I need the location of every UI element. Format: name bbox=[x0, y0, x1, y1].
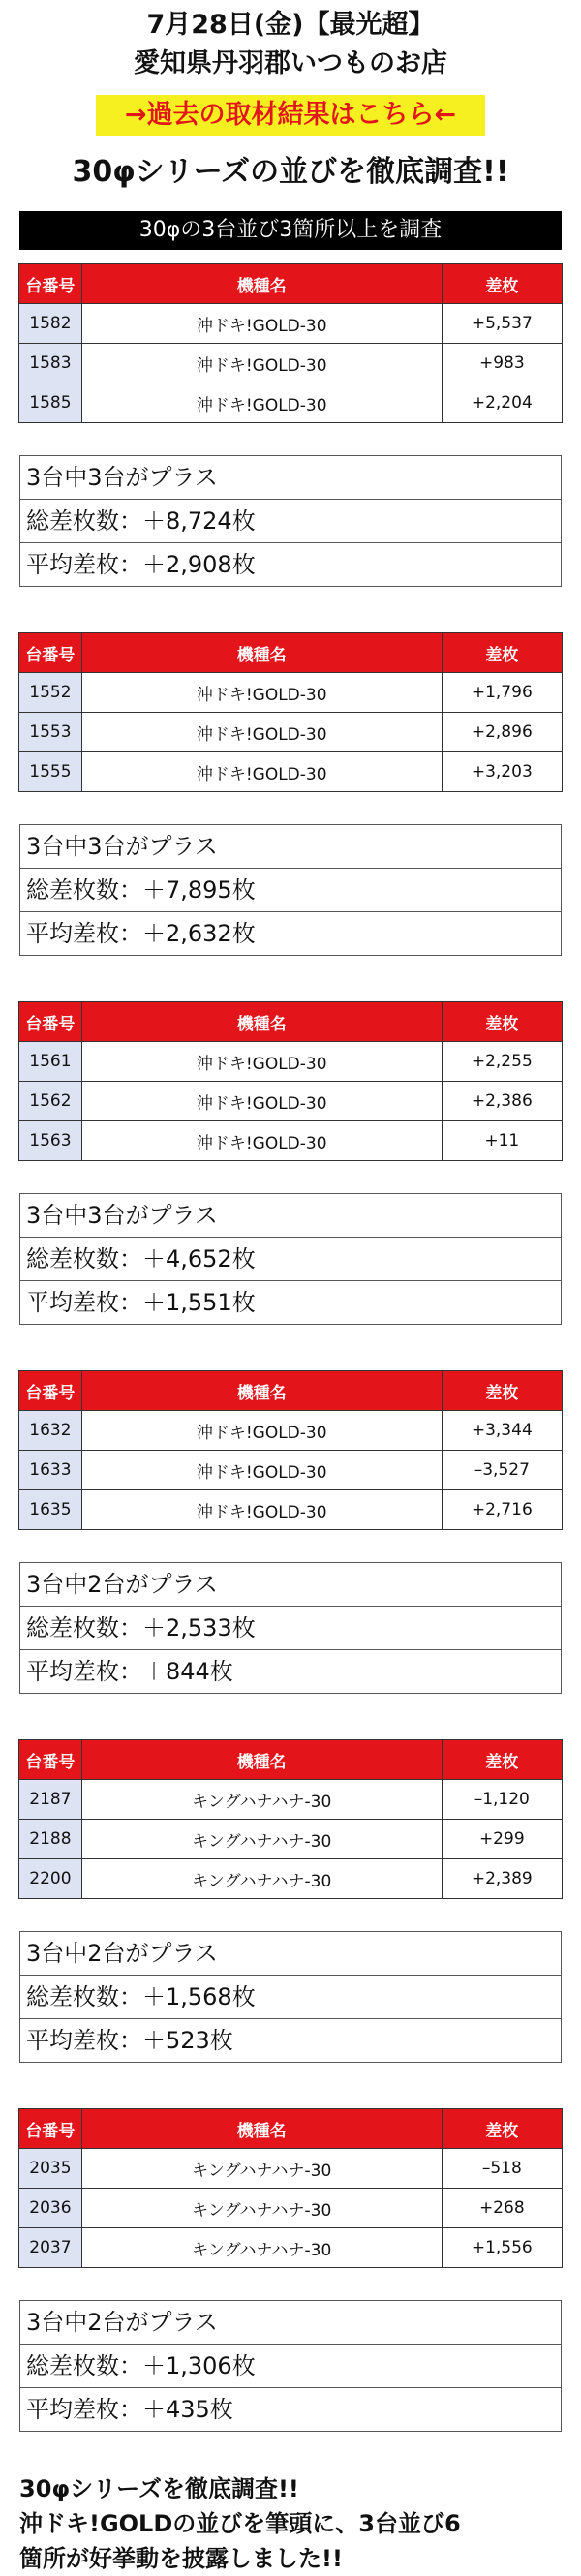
header-difference: 差枚 bbox=[442, 2109, 562, 2149]
result-group bbox=[0, 2108, 581, 2432]
table-body bbox=[19, 2149, 563, 2268]
difference-value: +2,255 bbox=[442, 1042, 562, 1082]
summary-plus-count: 3台中2台がプラス bbox=[26, 2309, 218, 2336]
table-header bbox=[19, 2109, 563, 2149]
header-machine-name: 機種名 bbox=[81, 1740, 442, 1780]
machine-number: 1633 bbox=[19, 1451, 82, 1490]
machine-name: キングハナハナ-30 bbox=[81, 2149, 442, 2189]
summary-box bbox=[19, 2300, 562, 2432]
header-machine-name: 機種名 bbox=[81, 1002, 442, 1042]
result-group bbox=[0, 263, 581, 587]
table-row bbox=[19, 2189, 563, 2228]
footer-line-3: 箇所が好挙動を披露しました!! bbox=[19, 2545, 343, 2572]
table-row bbox=[19, 713, 563, 752]
difference-value: +2,204 bbox=[442, 383, 562, 423]
summary-total: 総差枚数：＋4,652枚 bbox=[20, 1237, 561, 1280]
machine-number: 1583 bbox=[19, 344, 82, 383]
machine-name: 沖ドキ!GOLD-30 bbox=[81, 713, 442, 752]
machine-name: 沖ドキ!GOLD-30 bbox=[81, 1490, 442, 1530]
past-results-link[interactable]: →過去の取材結果はこちら← bbox=[96, 95, 485, 136]
difference-value: +2,716 bbox=[442, 1490, 562, 1530]
machine-name: 沖ドキ!GOLD-30 bbox=[81, 1121, 442, 1161]
table-header-row bbox=[19, 1371, 563, 1411]
machine-name: キングハナハナ-30 bbox=[81, 1820, 442, 1859]
machine-name: 沖ドキ!GOLD-30 bbox=[81, 1082, 442, 1121]
table-row bbox=[19, 1820, 563, 1859]
difference-value: +983 bbox=[442, 344, 562, 383]
summary-box bbox=[19, 1931, 562, 2063]
header-machine-name: 機種名 bbox=[81, 633, 442, 673]
machine-number: 1552 bbox=[19, 673, 82, 713]
difference-value: +2,896 bbox=[442, 713, 562, 752]
difference-value: +11 bbox=[442, 1121, 562, 1161]
summary-total: 総差枚数：＋8,724枚 bbox=[20, 499, 561, 542]
machine-number: 2187 bbox=[19, 1780, 82, 1820]
table-row bbox=[19, 1490, 563, 1530]
summary-total: 総差枚数：＋2,533枚 bbox=[20, 1606, 561, 1649]
machine-name: 沖ドキ!GOLD-30 bbox=[81, 1451, 442, 1490]
machine-name: 沖ドキ!GOLD-30 bbox=[81, 344, 442, 383]
difference-value: +3,203 bbox=[442, 752, 562, 792]
table-row bbox=[19, 1121, 563, 1161]
table-header-row bbox=[19, 1002, 563, 1042]
machine-name: 沖ドキ!GOLD-30 bbox=[81, 383, 442, 423]
table-row bbox=[19, 383, 563, 423]
machine-number: 1585 bbox=[19, 383, 82, 423]
page-headline: 30φシリーズの並びを徹底調査!! bbox=[72, 155, 509, 189]
header-machine-number: 台番号 bbox=[19, 1371, 82, 1411]
section-title-bar: 30φの3台並び3箇所以上を調査 bbox=[19, 211, 562, 250]
machine-name: キングハナハナ-30 bbox=[81, 1859, 442, 1899]
machine-table bbox=[18, 1739, 563, 1899]
summary-average: 平均差枚：＋523枚 bbox=[20, 2018, 561, 2062]
table-header bbox=[19, 1002, 563, 1042]
machine-name: 沖ドキ!GOLD-30 bbox=[81, 1411, 442, 1451]
header-machine-number: 台番号 bbox=[19, 1740, 82, 1780]
header-machine-number: 台番号 bbox=[19, 2109, 82, 2149]
machine-table bbox=[18, 1370, 563, 1530]
difference-value: +1,796 bbox=[442, 673, 562, 713]
difference-value: +1,556 bbox=[442, 2228, 562, 2268]
difference-value: +2,389 bbox=[442, 1859, 562, 1899]
table-row bbox=[19, 304, 563, 344]
header-machine-number: 台番号 bbox=[19, 264, 82, 304]
summary-average: 平均差枚：＋1,551枚 bbox=[20, 1280, 561, 1324]
header-machine-number: 台番号 bbox=[19, 1002, 82, 1042]
footer-line-1: 30φシリーズを徹底調査!! bbox=[19, 2475, 299, 2502]
header-difference: 差枚 bbox=[442, 633, 562, 673]
header-machine-name: 機種名 bbox=[81, 264, 442, 304]
header-difference: 差枚 bbox=[442, 1740, 562, 1780]
machine-number: 2037 bbox=[19, 2228, 82, 2268]
table-header-row bbox=[19, 633, 563, 673]
machine-number: 1555 bbox=[19, 752, 82, 792]
difference-value: –3,527 bbox=[442, 1451, 562, 1490]
summary-plus-count: 3台中3台がプラス bbox=[26, 1202, 218, 1229]
difference-value: +299 bbox=[442, 1820, 562, 1859]
machine-name: キングハナハナ-30 bbox=[81, 1780, 442, 1820]
table-row bbox=[19, 1411, 563, 1451]
summary-plus-count: 3台中2台がプラス bbox=[26, 1571, 218, 1598]
table-row bbox=[19, 673, 563, 713]
summary-plus-count: 3台中3台がプラス bbox=[26, 833, 218, 860]
result-group bbox=[0, 1370, 581, 1694]
footer-line-2: 沖ドキ!GOLDの並びを筆頭に、3台並び6 bbox=[19, 2510, 461, 2537]
difference-value: +268 bbox=[442, 2189, 562, 2228]
table-body bbox=[19, 1780, 563, 1899]
summary-average: 平均差枚：＋2,632枚 bbox=[20, 911, 561, 955]
header-difference: 差枚 bbox=[442, 264, 562, 304]
header-machine-name: 機種名 bbox=[81, 2109, 442, 2149]
machine-number: 1582 bbox=[19, 304, 82, 344]
summary-box bbox=[19, 1193, 562, 1325]
result-group bbox=[0, 1001, 581, 1325]
table-row bbox=[19, 752, 563, 792]
table-header bbox=[19, 1740, 563, 1780]
table-row bbox=[19, 344, 563, 383]
machine-number: 1563 bbox=[19, 1121, 82, 1161]
summary-box bbox=[19, 455, 562, 587]
difference-value: –1,120 bbox=[442, 1780, 562, 1820]
table-row bbox=[19, 1451, 563, 1490]
summary-box bbox=[19, 1562, 562, 1694]
machine-name: キングハナハナ-30 bbox=[81, 2228, 442, 2268]
machine-number: 1635 bbox=[19, 1490, 82, 1530]
difference-value: +2,386 bbox=[442, 1082, 562, 1121]
result-group bbox=[0, 1739, 581, 2063]
header-machine-number: 台番号 bbox=[19, 633, 82, 673]
summary-average: 平均差枚：＋2,908枚 bbox=[20, 542, 561, 586]
table-body bbox=[19, 1042, 563, 1161]
machine-name: 沖ドキ!GOLD-30 bbox=[81, 1042, 442, 1082]
machine-number: 1632 bbox=[19, 1411, 82, 1451]
table-row bbox=[19, 1859, 563, 1899]
difference-value: +5,537 bbox=[442, 304, 562, 344]
machine-table bbox=[18, 263, 563, 423]
table-header bbox=[19, 633, 563, 673]
header-difference: 差枚 bbox=[442, 1371, 562, 1411]
summary-box bbox=[19, 824, 562, 956]
summary-plus-count: 3台中3台がプラス bbox=[26, 464, 218, 491]
machine-number: 2036 bbox=[19, 2189, 82, 2228]
summary-total: 総差枚数：＋1,306枚 bbox=[20, 2344, 561, 2387]
header-difference: 差枚 bbox=[442, 1002, 562, 1042]
table-header-row bbox=[19, 2109, 563, 2149]
result-group bbox=[0, 632, 581, 956]
machine-name: 沖ドキ!GOLD-30 bbox=[81, 304, 442, 344]
machine-table bbox=[18, 1001, 563, 1161]
table-header bbox=[19, 1371, 563, 1411]
difference-value: +3,344 bbox=[442, 1411, 562, 1451]
table-row bbox=[19, 1042, 563, 1082]
machine-number: 1553 bbox=[19, 713, 82, 752]
header-machine-name: 機種名 bbox=[81, 1371, 442, 1411]
table-row bbox=[19, 1082, 563, 1121]
machine-number: 1562 bbox=[19, 1082, 82, 1121]
table-header-row bbox=[19, 1740, 563, 1780]
machine-name: 沖ドキ!GOLD-30 bbox=[81, 752, 442, 792]
results-groups bbox=[0, 263, 581, 2432]
header-store: 愛知県丹羽郡いつものお店 bbox=[134, 48, 447, 78]
summary-total: 総差枚数：＋1,568枚 bbox=[20, 1975, 561, 2018]
summary-average: 平均差枚：＋435枚 bbox=[20, 2387, 561, 2431]
summary-average: 平均差枚：＋844枚 bbox=[20, 1649, 561, 1693]
table-body bbox=[19, 1411, 563, 1530]
machine-name: 沖ドキ!GOLD-30 bbox=[81, 673, 442, 713]
table-header-row bbox=[19, 264, 563, 304]
table-row bbox=[19, 2149, 563, 2189]
machine-table bbox=[18, 632, 563, 792]
footer-summary bbox=[0, 2471, 581, 2576]
machine-name: キングハナハナ-30 bbox=[81, 2189, 442, 2228]
table-body bbox=[19, 673, 563, 792]
machine-number: 2200 bbox=[19, 1859, 82, 1899]
machine-table bbox=[18, 2108, 563, 2268]
machine-number: 2188 bbox=[19, 1820, 82, 1859]
summary-total: 総差枚数：＋7,895枚 bbox=[20, 868, 561, 911]
machine-number: 1561 bbox=[19, 1042, 82, 1082]
difference-value: –518 bbox=[442, 2149, 562, 2189]
header-date: 7月28日(金)【最光超】 bbox=[146, 10, 435, 40]
machine-number: 2035 bbox=[19, 2149, 82, 2189]
summary-plus-count: 3台中2台がプラス bbox=[26, 1940, 218, 1967]
table-row bbox=[19, 2228, 563, 2268]
table-row bbox=[19, 1780, 563, 1820]
table-body bbox=[19, 304, 563, 423]
table-header bbox=[19, 264, 563, 304]
